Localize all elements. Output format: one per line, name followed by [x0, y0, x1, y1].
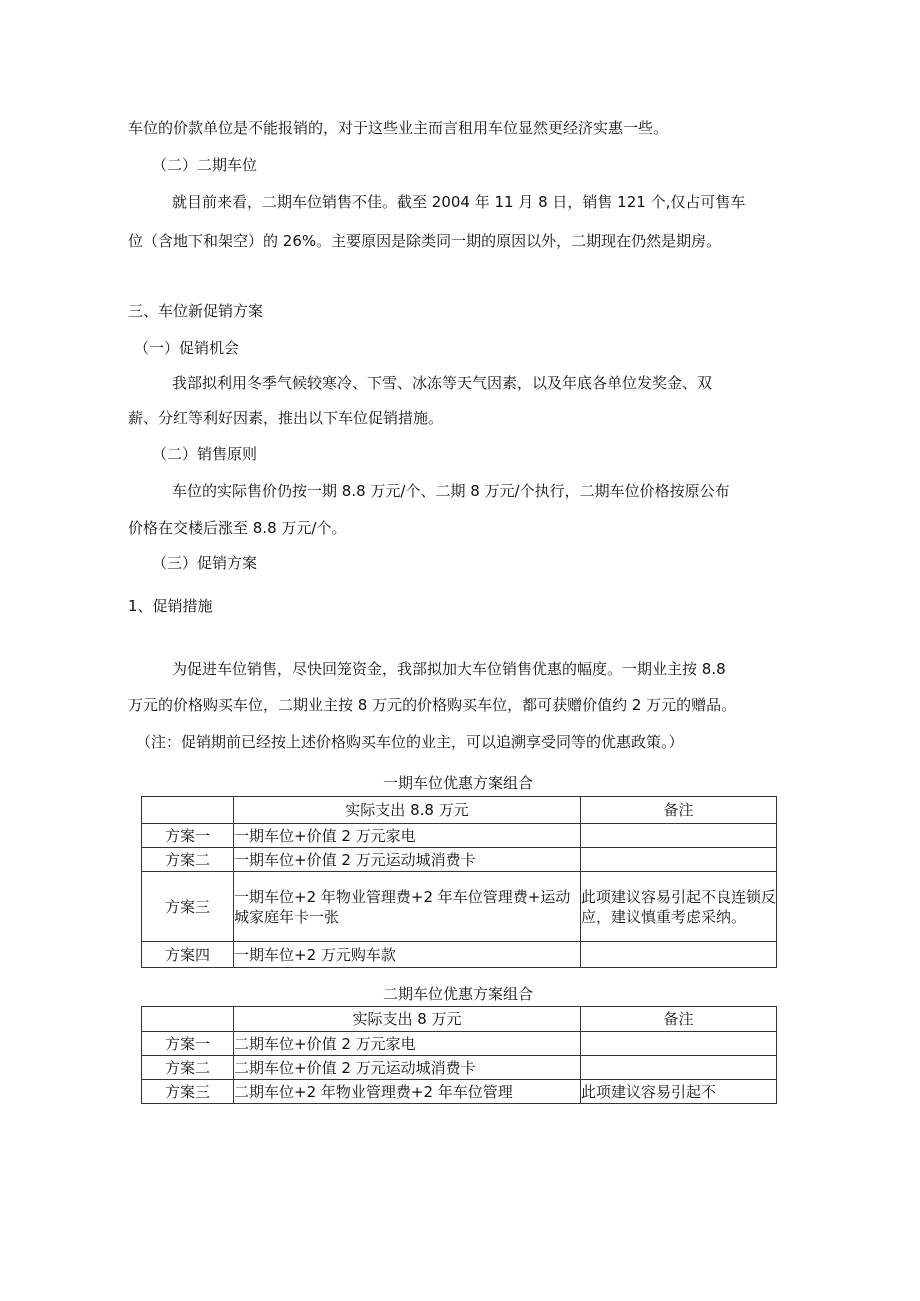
table-row — [142, 942, 777, 968]
table-row — [142, 848, 777, 872]
paragraph-line: 薪、分红等利好因素，推出以下车位促销措施。 — [128, 409, 444, 427]
subheading-plan: （三）促销方案 — [152, 554, 258, 572]
table-row — [142, 824, 777, 848]
plan-content-cell: 一期车位+价值 2 万元运动城消费卡 — [234, 848, 581, 872]
subheading-phase2-parking: （二）二期车位 — [152, 156, 258, 174]
paragraph-line: 我部拟利用冬季气候较寒冷、下雪、冰冻等天气因素，以及年底各单位发奖金、双 — [172, 374, 713, 392]
table-header-cell: 备注 — [581, 797, 777, 824]
subheading-measures: 1、促销措施 — [128, 597, 213, 615]
table2-phase2-plans — [141, 1006, 777, 1104]
paragraph-note: （注：促销期前已经按上述价格购买车位的业主，可以追溯享受同等的优惠政策。） — [136, 733, 684, 751]
table-header-row — [142, 1007, 777, 1032]
table-header-cell — [142, 1007, 234, 1032]
subheading-opportunity: （一）促销机会 — [134, 339, 240, 357]
plan-name-cell: 方案二 — [142, 848, 234, 872]
plan-note-cell — [581, 942, 777, 968]
plan-name-cell: 方案四 — [142, 942, 234, 968]
plan-content-cell: 一期车位+2 万元购车款 — [234, 942, 581, 968]
paragraph-line: 价格在交楼后涨至 8.8 万元/个。 — [128, 519, 347, 537]
plan-name-cell: 方案二 — [142, 1056, 234, 1080]
plan-name-cell: 方案一 — [142, 824, 234, 848]
table-row — [142, 1056, 777, 1080]
plan-note-cell — [581, 1056, 777, 1080]
plan-content-cell: 二期车位+2 年物业管理费+2 年车位管理 — [234, 1080, 581, 1104]
table-row — [142, 1080, 777, 1104]
plan-content-cell: 一期车位+2 年物业管理费+2 年车位管理费+运动城家庭年卡一张 — [234, 872, 581, 942]
table-header-row — [142, 797, 777, 824]
paragraph-line: 位（含地下和架空）的 26%。主要原因是除类同一期的原因以外，二期现在仍然是期房。 — [128, 232, 722, 250]
section-heading: 三、车位新促销方案 — [128, 302, 264, 320]
plan-note-cell — [581, 824, 777, 848]
table1-phase1-plans — [141, 796, 777, 968]
plan-name-cell: 方案三 — [142, 872, 234, 942]
plan-name-cell: 方案三 — [142, 1080, 234, 1104]
paragraph-line: 车位的价款单位是不能报销的，对于这些业主而言租用车位显然更经济实惠一些。 — [128, 119, 669, 137]
paragraph-line: 就目前来看，二期车位销售不佳。截至 2004 年 11 月 8 日，销售 121 个,仅占可售车 — [172, 193, 746, 211]
table-row — [142, 1032, 777, 1056]
plan-content-cell: 一期车位+价值 2 万元家电 — [234, 824, 581, 848]
table-header-cell: 实际支出 8.8 万元 — [234, 797, 581, 824]
plan-content-cell: 二期车位+价值 2 万元家电 — [234, 1032, 581, 1056]
paragraph-line: 为促进车位销售，尽快回笼资金，我部拟加大车位销售优惠的幅度。一期业主按 8.8 — [172, 660, 726, 678]
plan-note-cell: 此项建议容易引起不 — [581, 1080, 777, 1104]
subheading-principle: （二）销售原则 — [152, 445, 258, 463]
table2-caption: 二期车位优惠方案组合 — [382, 985, 533, 1003]
table-header-cell — [142, 797, 234, 824]
plan-note-cell: 此项建议容易引起不良连锁反应，建议慎重考虑采纳。 — [581, 872, 777, 942]
plan-content-cell: 二期车位+价值 2 万元运动城消费卡 — [234, 1056, 581, 1080]
table-row — [142, 872, 777, 942]
paragraph-line: 车位的实际售价仍按一期 8.8 万元/个、二期 8 万元/个执行，二期车位价格按原公布 — [172, 482, 730, 500]
plan-note-cell — [581, 848, 777, 872]
plan-note-cell — [581, 1032, 777, 1056]
table-header-cell: 实际支出 8 万元 — [234, 1007, 581, 1032]
paragraph-line: 万元的价格购买车位，二期业主按 8 万元的价格购买车位，都可获赠价值约 2 万元的赠品。 — [128, 696, 737, 714]
plan-name-cell: 方案一 — [142, 1032, 234, 1056]
table1-caption: 一期车位优惠方案组合 — [382, 774, 533, 792]
table-header-cell: 备注 — [581, 1007, 777, 1032]
